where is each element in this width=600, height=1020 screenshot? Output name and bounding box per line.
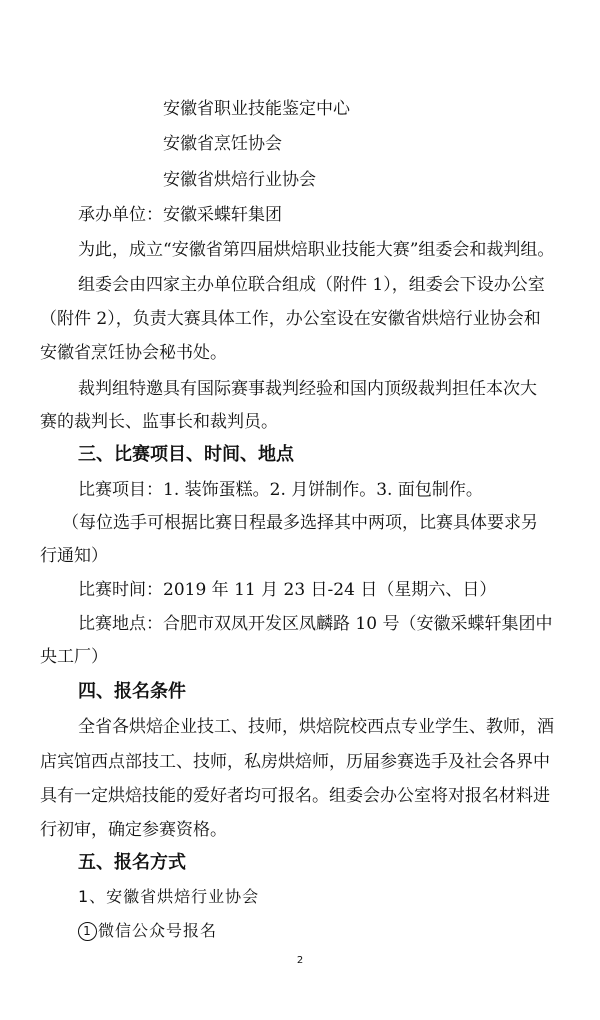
eligibility-line-1: 全省各烘焙企业技工、技师，烘焙院校西点专业学生、教师，酒 xyxy=(78,717,554,737)
host-unit: 承办单位：安徽采蝶轩集团 xyxy=(78,205,282,225)
competition-items: 比赛项目：1. 装饰蛋糕。2. 月饼制作。3. 面包制作。 xyxy=(78,480,483,500)
paragraph-committee-founding: 为此，成立“安徽省第四届烘焙职业技能大赛”组委会和裁判组。 xyxy=(78,240,555,260)
competition-time: 比赛时间：2019 年 11 月 23 日-24 日（星期六、日） xyxy=(78,580,497,600)
section-3-heading: 三、比赛项目、时间、地点 xyxy=(78,444,294,465)
eligibility-line-2: 店宾馆西点部技工、技师，私房烘焙师，历届参赛选手及社会各界中 xyxy=(40,752,550,772)
section-4-heading: 四、报名条件 xyxy=(78,681,186,702)
competition-place-line-1: 比赛地点：合肥市双凤开发区凤麟路 10 号（安徽采蝶轩集团中 xyxy=(78,614,553,634)
organizer-2: 安徽省烹饪协会 xyxy=(163,134,282,154)
eligibility-line-4: 行初审，确定参赛资格。 xyxy=(40,820,227,840)
organizer-3: 安徽省烘焙行业协会 xyxy=(163,170,316,190)
section-5-heading: 五、报名方式 xyxy=(78,852,186,873)
paragraph-judges-line-2: 赛的裁判长、监事长和裁判员。 xyxy=(40,412,278,432)
page-number: 2 xyxy=(296,955,304,966)
paragraph-committee-line-2: （附件 2），负责大赛具体工作，办公室设在安徽省烘焙行业协会和 xyxy=(40,309,541,329)
competition-place-line-2: 央工厂） xyxy=(40,647,108,667)
eligibility-line-3: 具有一定烘焙技能的爱好者均可报名。组委会办公室将对报名材料进 xyxy=(40,786,550,806)
organizer-1: 安徽省职业技能鉴定中心 xyxy=(163,99,350,119)
paragraph-judges-line-1: 裁判组特邀具有国际赛事裁判经验和国内顶级裁判担任本次大 xyxy=(78,379,537,399)
paragraph-committee-line-3: 安徽省烹饪协会秘书处。 xyxy=(40,343,227,363)
wechat-registration-label: 微信公众号报名 xyxy=(98,921,218,940)
registration-method-1: 1、安徽省烘焙行业协会 xyxy=(78,887,260,906)
competition-note-line-2: 行通知） xyxy=(40,546,108,566)
competition-note-line-1: （每位选手可根据比赛日程最多选择其中两项，比赛具体要求另 xyxy=(62,513,538,533)
circled-number: 1 xyxy=(78,922,97,941)
wechat-registration xyxy=(78,920,217,942)
paragraph-committee-line-1: 组委会由四家主办单位联合组成（附件 1），组委会下设办公室 xyxy=(78,275,545,295)
